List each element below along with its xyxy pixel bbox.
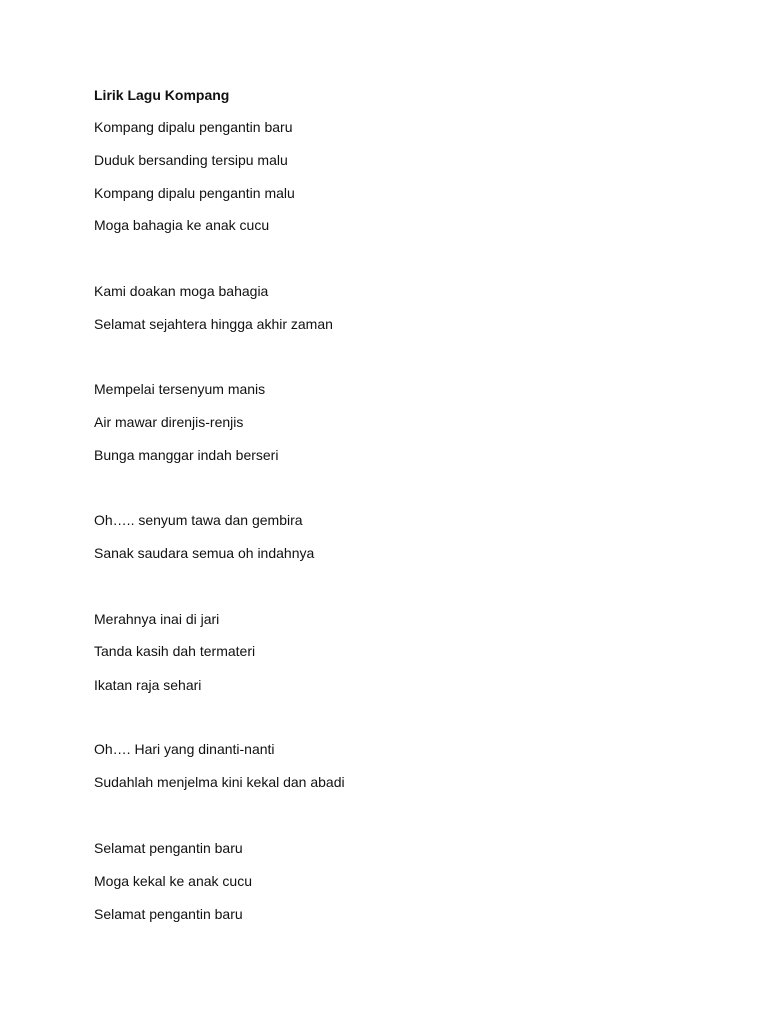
lyric-line: Selamat sejahtera hingga akhir zaman [94, 316, 333, 332]
lyric-line: Sudahlah menjelma kini kekal dan abadi [94, 774, 345, 790]
lyric-line: Air mawar direnjis-renjis [94, 414, 244, 430]
lyric-line: Sanak saudara semua oh indahnya [94, 545, 315, 561]
lyric-line: Moga kekal ke anak cucu [94, 873, 252, 889]
lyric-line: Mempelai tersenyum manis [94, 381, 266, 397]
lyric-line: Ikatan raja sehari [94, 677, 202, 693]
lyric-line: Bunga manggar indah berseri [94, 447, 279, 463]
lyric-line: Oh….. senyum tawa dan gembira [94, 512, 303, 528]
lyric-line: Tanda kasih dah termateri [94, 643, 256, 659]
lyric-line: Moga bahagia ke anak cucu [94, 217, 270, 233]
lyric-line: Duduk bersanding tersipu malu [94, 152, 288, 168]
lyric-line: Selamat pengantin baru [94, 906, 243, 922]
lyric-line: Selamat pengantin baru [94, 840, 243, 856]
lyric-line: Kompang dipalu pengantin malu [94, 185, 295, 201]
lyric-line: Kompang dipalu pengantin baru [94, 119, 293, 135]
lyric-line: Oh…. Hari yang dinanti-nanti [94, 741, 275, 757]
lyric-line: Merahnya inai di jari [94, 611, 220, 627]
document-title: Lirik Lagu Kompang [94, 87, 230, 103]
lyric-line: Kami doakan moga bahagia [94, 283, 269, 299]
